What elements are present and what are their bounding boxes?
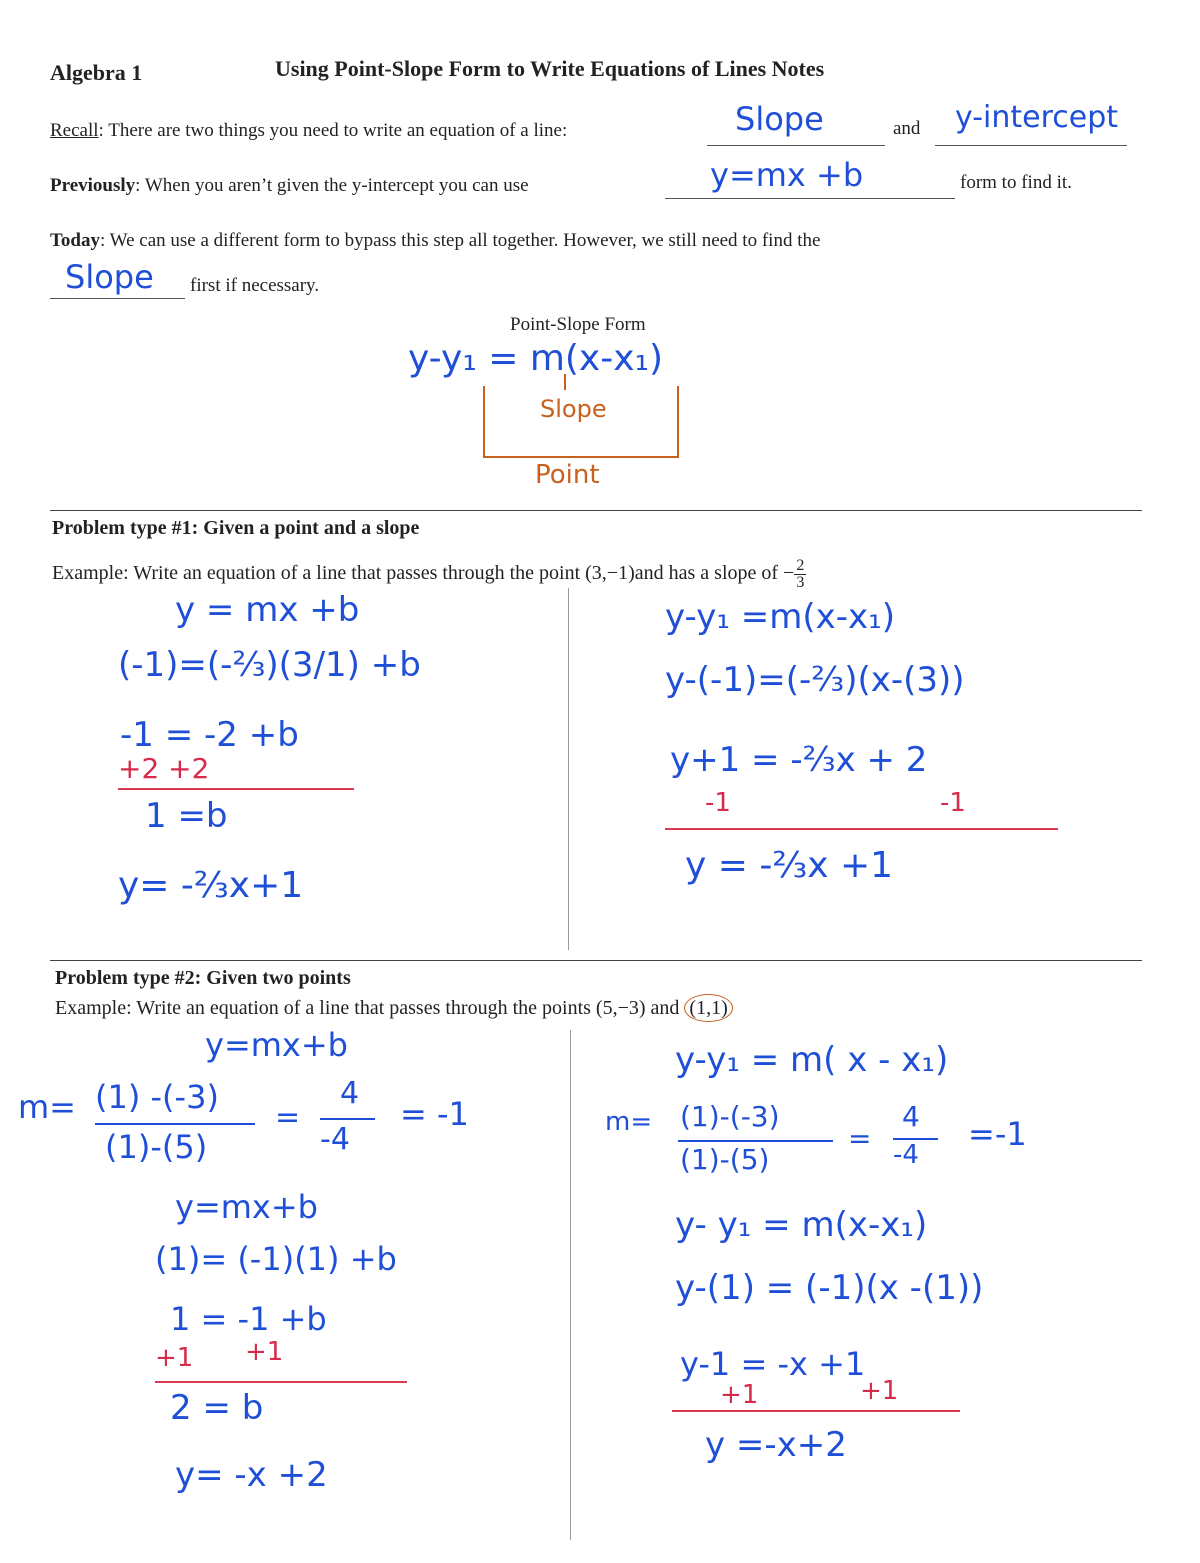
p1-left-line-3: -1 = -2 +b: [120, 715, 299, 755]
today-blank: [50, 298, 185, 299]
previously-answer: y=mx +b: [710, 156, 864, 194]
p2-right-rule: [672, 1410, 960, 1412]
p1-left-line-2: (-1)=(-⅔)(3/1) +b: [118, 645, 421, 685]
point-slope-formula: y-y₁ = m(x-x₁): [408, 338, 664, 379]
p1-right-line-4a: -1: [705, 788, 731, 818]
recall-answer-1: Slope: [735, 100, 824, 138]
slope-label: Slope: [540, 395, 607, 423]
problem2-title: Problem type #2: Given two points: [55, 967, 351, 989]
p2-right-line-1: y-y₁ = m( x - x₁): [675, 1040, 949, 1080]
today-label: Today: [50, 230, 100, 251]
p1-right-line-3: y+1 = -⅔x + 2: [670, 740, 928, 780]
recall-text: : There are two things you need to write an equation of a line:: [98, 120, 568, 141]
recall-label: Recall: [50, 120, 99, 141]
p2-right-line-6a: +1: [720, 1380, 759, 1410]
p2-right-f-num: 4: [902, 1100, 920, 1133]
course-title: Algebra 1: [50, 60, 143, 85]
p2-left-line-7: 2 = b: [170, 1388, 264, 1428]
p2-right-eq-2: =-1: [968, 1115, 1027, 1153]
problem2-point-1: (5,−3): [595, 997, 646, 1019]
p1-left-line-6: y= -⅔x+1: [118, 865, 304, 906]
recall-answer-2: y-intercept: [955, 100, 1119, 135]
slope-denominator: 3: [796, 574, 805, 591]
p2-left-line-6b: +1: [245, 1337, 284, 1367]
p2-left-line-3: y=mx+b: [175, 1188, 318, 1226]
today-text: : We can use a different form to bypass this step all together. However, we still need to find the: [100, 230, 821, 251]
divider-1: [50, 510, 1142, 511]
previously-line: [50, 175, 529, 197]
p1-right-line-4b: -1: [940, 788, 966, 818]
p2-left-rule: [155, 1381, 407, 1383]
divider-2: [50, 960, 1142, 961]
p1-right-rule: [665, 828, 1058, 830]
problem2-example: [55, 997, 733, 1020]
p1-right-line-2: y-(-1)=(-⅔)(x-(3)): [665, 660, 965, 700]
problem2-point-2: (1,1): [684, 994, 732, 1022]
p2-right-line-4: y-(1) = (-1)(x -(1)): [675, 1268, 984, 1308]
problem2-divider: [570, 1030, 571, 1540]
p1-right-line-5: y = -⅔x +1: [685, 845, 894, 886]
slope-numerator: 2: [796, 557, 805, 574]
p2-left-f-bar: [320, 1118, 375, 1120]
problem1-and: and has a slope of −: [634, 562, 795, 585]
recall-blank-1: [707, 145, 885, 146]
problem1-slope-fraction: [794, 558, 806, 591]
p2-left-m-lhs: m=: [18, 1088, 76, 1126]
previously-label: Previously: [50, 175, 136, 196]
problem1-title: Problem type #1: Given a point and a slope: [52, 517, 420, 539]
p2-left-line-1: y=mx+b: [205, 1026, 348, 1064]
p2-right-m-num: (1)-(-3): [680, 1100, 780, 1133]
p2-left-f-den: -4: [320, 1122, 350, 1157]
p2-left-f-num: 4: [340, 1076, 360, 1111]
p2-right-line-7: y =-x+2: [705, 1425, 847, 1465]
p2-left-m-num: (1) -(-3): [95, 1078, 219, 1116]
p2-right-line-6b: +1: [860, 1376, 899, 1406]
p1-left-line-4: +2 +2: [118, 752, 210, 785]
problem1-divider: [568, 588, 569, 950]
p2-right-m-den: (1)-(5): [680, 1143, 770, 1176]
problem1-example-text: Example: Write an equation of a line that passes through the point: [52, 562, 581, 585]
page-title: Using Point-Slope Form to Write Equations of Lines Notes: [275, 56, 825, 81]
p2-left-m-den: (1)-(5): [105, 1128, 208, 1166]
p2-left-m-bar: [95, 1123, 255, 1125]
recall-line: [50, 120, 567, 142]
previously-text: : When you aren’t given the y-intercept you can use: [135, 175, 529, 196]
point-label: Point: [535, 460, 600, 490]
p1-left-line-1: y = mx +b: [175, 590, 360, 630]
p2-right-eq-1: =: [848, 1122, 872, 1155]
previously-text-2: form to find it.: [960, 172, 1072, 193]
p2-right-line-3: y- y₁ = m(x-x₁): [675, 1205, 928, 1245]
problem1-example: [52, 558, 806, 591]
p2-right-line-5: y-1 = -x +1: [680, 1345, 866, 1383]
problem1-point: (3,−1): [585, 562, 635, 585]
p1-right-line-1: y-y₁ =m(x-x₁): [665, 597, 896, 637]
p2-right-m-bar: [678, 1140, 833, 1142]
p1-left-line-5: 1 =b: [145, 796, 228, 836]
recall-blank-2: [935, 145, 1127, 146]
p2-left-eq-2: = -1: [400, 1095, 469, 1133]
today-line: [50, 230, 820, 252]
point-slope-heading: Point-Slope Form: [510, 314, 646, 335]
problem2-example-text: Example: Write an equation of a line that passes through the points: [55, 997, 591, 1019]
p2-left-line-5: 1 = -1 +b: [170, 1300, 327, 1338]
p2-left-line-4: (1)= (-1)(1) +b: [155, 1240, 397, 1278]
recall-and: and: [893, 118, 921, 139]
p1-left-rule: [118, 788, 354, 790]
problem2-and: and: [650, 997, 680, 1019]
today-text-2: first if necessary.: [190, 275, 320, 296]
p2-left-line-6a: +1: [155, 1343, 194, 1373]
previously-blank: [665, 198, 955, 199]
p2-left-eq-1: =: [275, 1100, 301, 1135]
p2-right-m-lhs: m=: [605, 1107, 653, 1137]
p2-right-f-den: -4: [893, 1140, 919, 1170]
today-answer: Slope: [65, 258, 154, 296]
p2-left-line-8: y= -x +2: [175, 1455, 328, 1495]
